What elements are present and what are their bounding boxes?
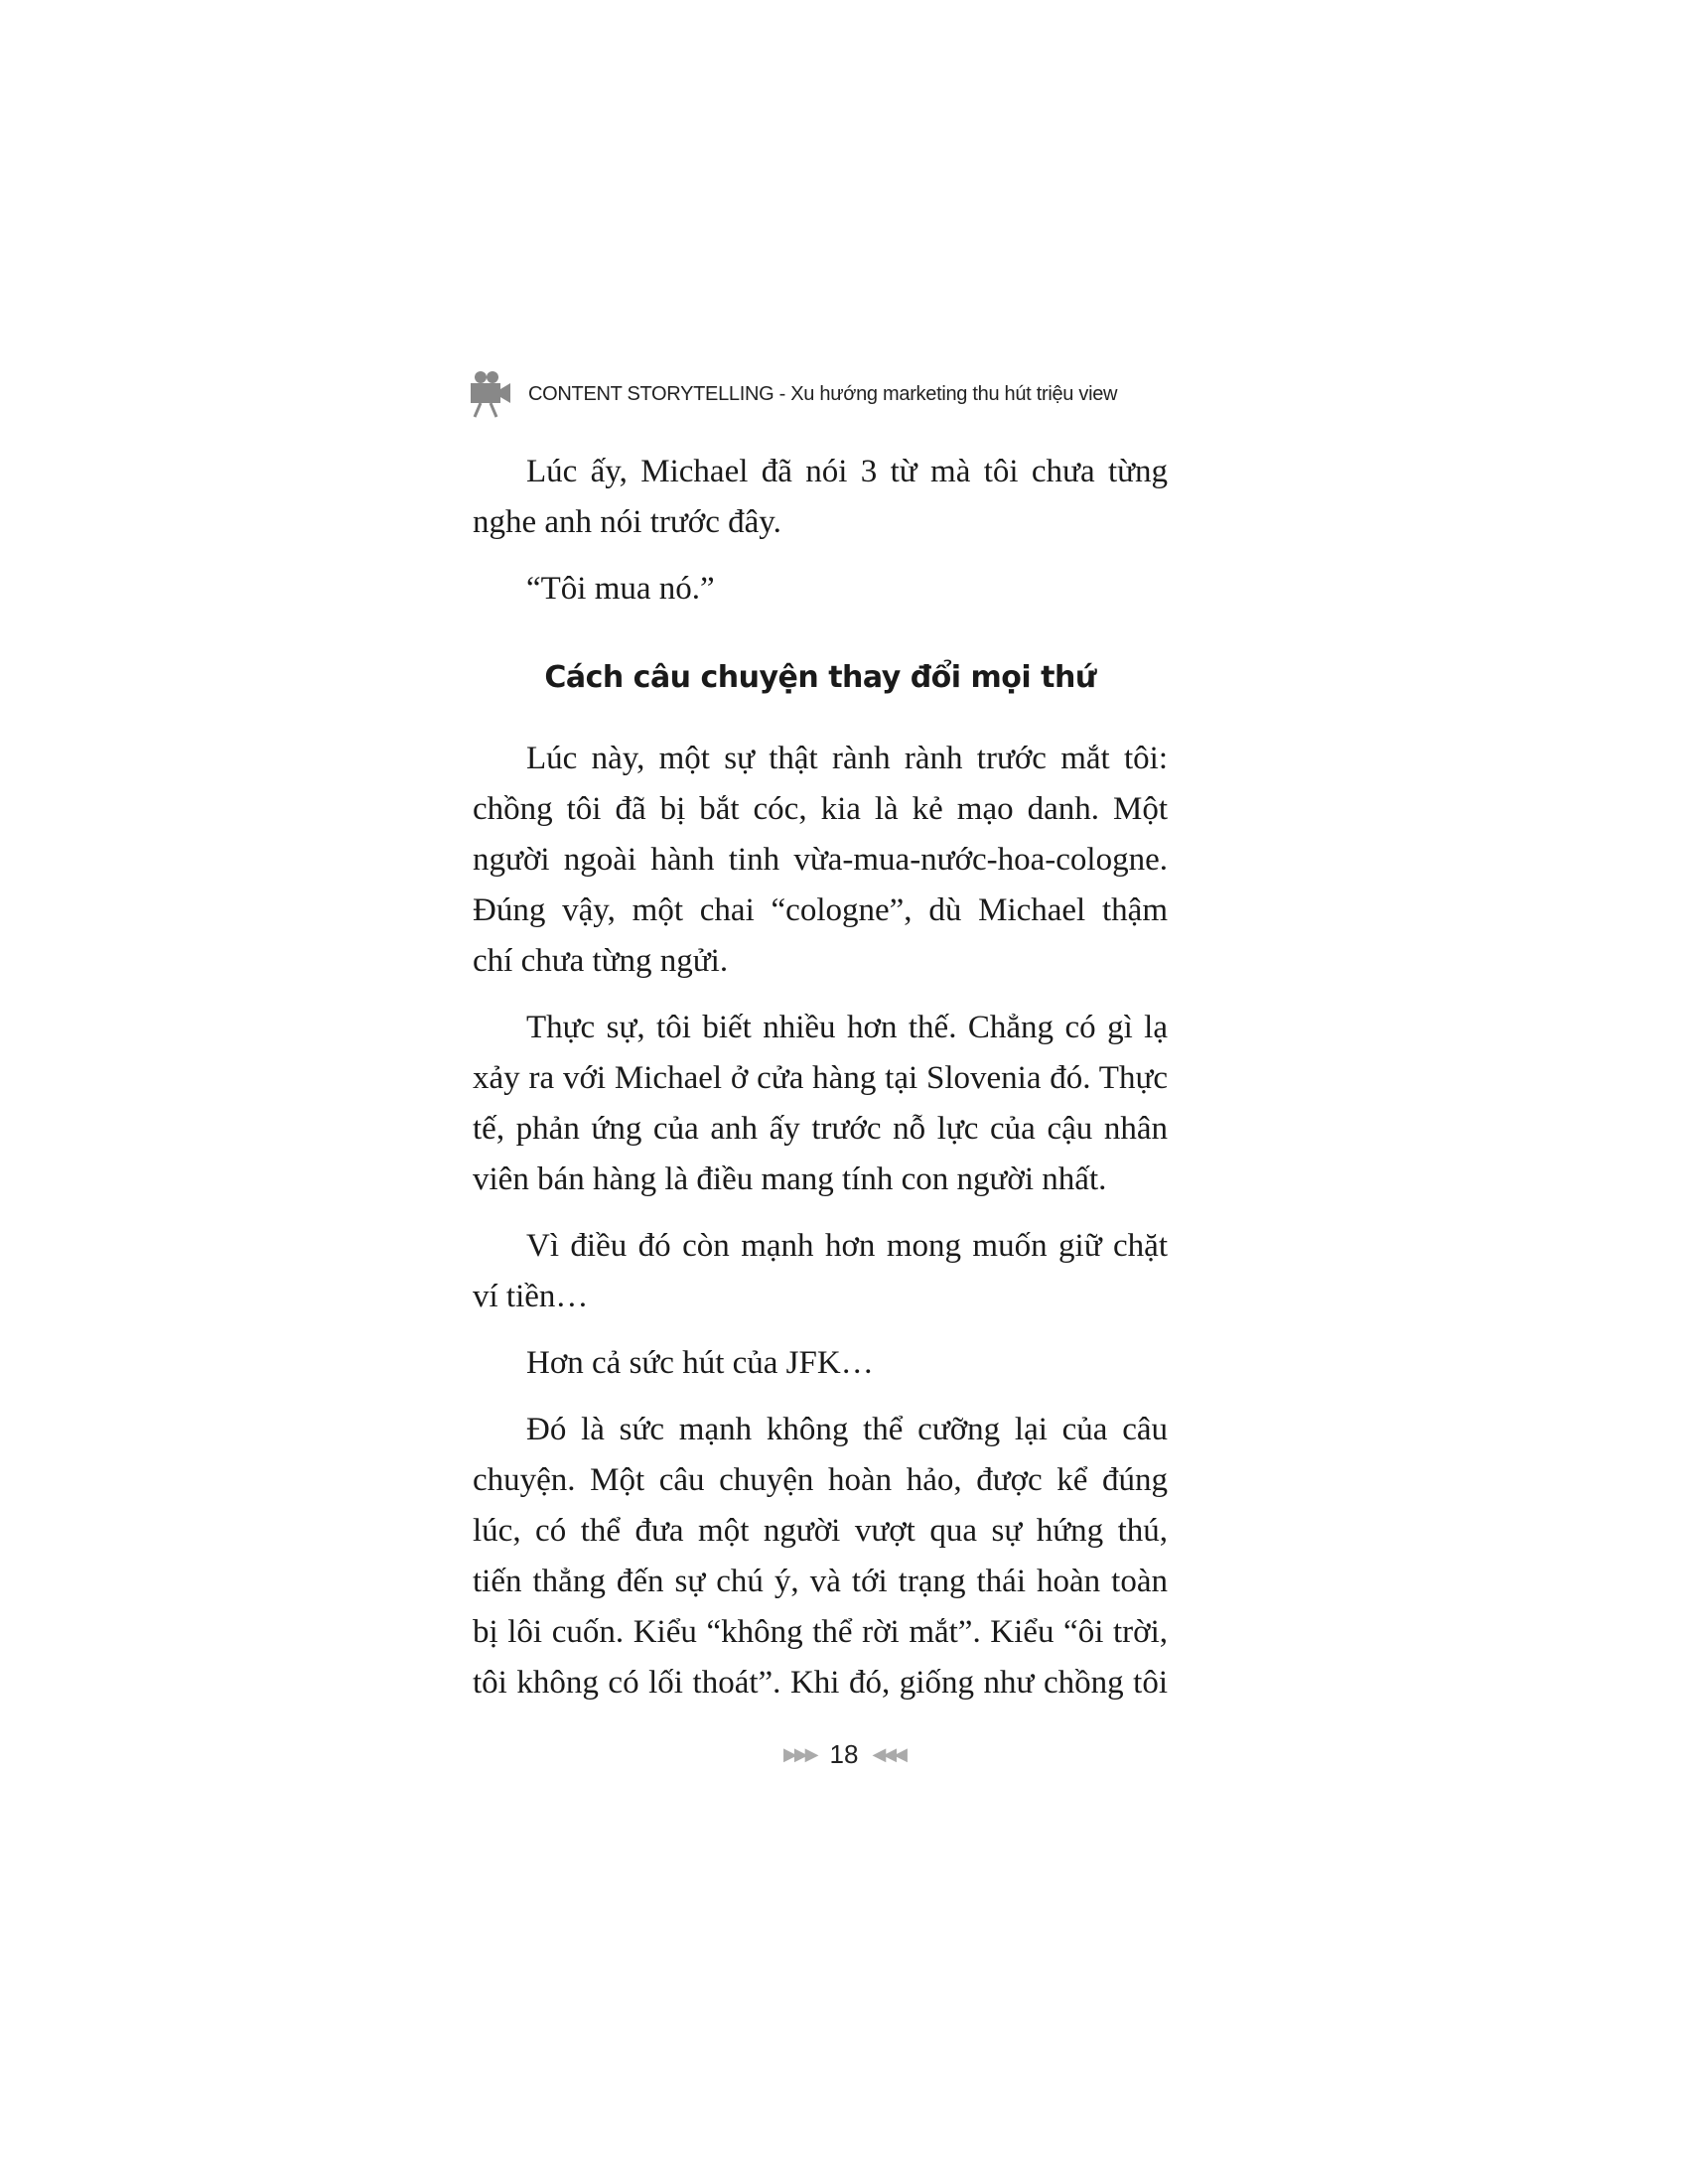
paragraph (473, 1338, 1168, 1389)
page-footer (0, 1739, 1688, 1770)
text-line: Thực sự, tôi biết nhiều hơn thế. Chẳng có gì lạ (526, 1010, 1168, 1045)
text-line: chồng tôi đã bị bắt cóc, kia là kẻ mạo danh. Một (473, 791, 1168, 827)
text-line: ví tiền… (473, 1279, 589, 1314)
page-body (473, 447, 1168, 1724)
movie-camera-icon (469, 369, 514, 419)
text-line: tế, phản ứng của anh ấy trước nỗ lực của cậu nhân (473, 1111, 1168, 1147)
text-line: nghe anh nói trước đây. (473, 504, 781, 540)
text-line: chí chưa từng ngửi. (473, 943, 729, 979)
paragraph (473, 447, 1168, 548)
paragraph (473, 564, 1168, 614)
text-line: “Tôi mua nó.” (526, 571, 715, 607)
text-line: tiến thẳng đến sự chú ý, và tới trạng thái hoàn toàn (473, 1564, 1168, 1599)
text-line: Hơn cả sức hút của JFK… (526, 1345, 874, 1381)
text-line: Đó là sức mạnh không thể cưỡng lại của câu (526, 1412, 1168, 1447)
text-line: xảy ra với Michael ở cửa hàng tại Slovenia đó. Thực (473, 1060, 1168, 1096)
text-line: bị lôi cuốn. Kiểu “không thể rời mắt”. Kiểu “ôi trời, (473, 1614, 1168, 1650)
section-heading: Cách câu chuyện thay đổi mọi thứ (544, 660, 1096, 695)
header-title: CONTENT STORYTELLING - Xu hướng marketing thu hút triệu view (528, 382, 1118, 405)
text-line: Đúng vậy, một chai “cologne”, dù Michael thậm (473, 892, 1168, 928)
left-arrows-icon: ◀◀◀ (872, 1744, 905, 1764)
text-line: tôi không có lối thoát”. Khi đó, giống như chồng tôi (473, 1665, 1168, 1701)
paragraph (473, 1003, 1168, 1205)
text-line: người ngoài hành tinh vừa-mua-nước-hoa-cologne. (473, 842, 1168, 878)
text-line: chuyện. Một câu chuyện hoàn hảo, được kể đúng (473, 1462, 1168, 1498)
right-arrows-icon: ▶▶▶ (783, 1744, 816, 1764)
text-line: Vì điều đó còn mạnh hơn mong muốn giữ chặt (526, 1228, 1168, 1264)
text-line: lúc, có thể đưa một người vượt qua sự hứng thú, (473, 1513, 1168, 1549)
text-line: Lúc ấy, Michael đã nói 3 từ mà tôi chưa từng (526, 454, 1168, 489)
text-line: viên bán hàng là điều mang tính con người nhất. (473, 1161, 1107, 1197)
paragraph (473, 1405, 1168, 1708)
running-header (469, 369, 1117, 419)
text-line: Lúc này, một sự thật rành rành trước mắt tôi: (526, 741, 1168, 776)
paragraph (473, 734, 1168, 987)
paragraph (473, 1221, 1168, 1322)
page-number: 18 (829, 1739, 859, 1769)
